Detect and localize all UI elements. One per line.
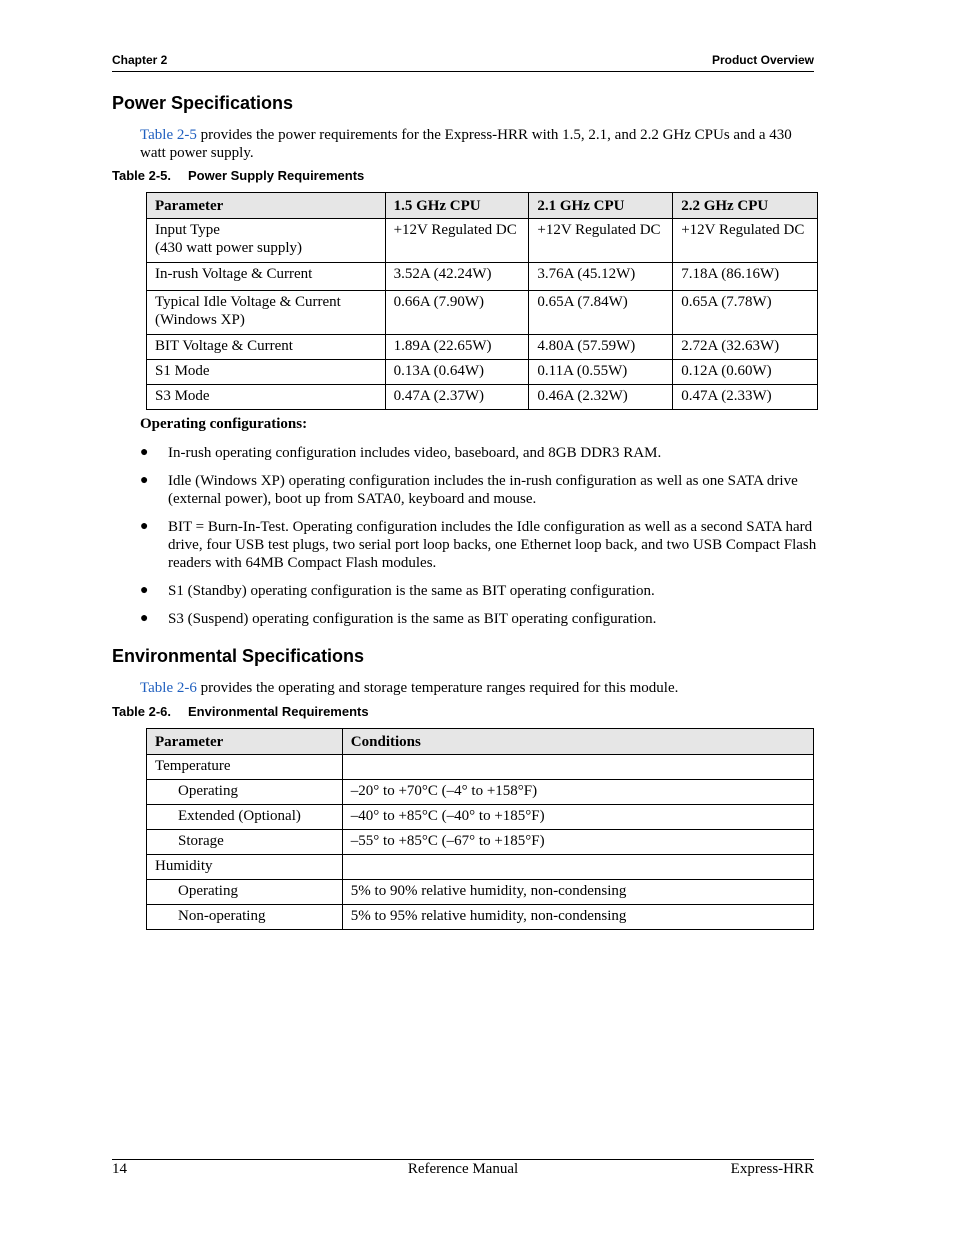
table-cell: 3.76A (45.12W) [529,263,673,291]
table-cell: +12V Regulated DC [673,219,818,263]
table-cell: Extended (Optional) [147,805,343,830]
table-2-5-number: Table 2-5. [112,168,172,183]
table-cell: 0.47A (2.37W) [385,385,529,410]
table-cell: 0.11A (0.55W) [529,360,673,385]
list-item-text: S1 (Standby) operating configuration is the same as BIT operating configuration. [168,583,655,599]
table-row [147,805,814,830]
table-cell: 7.18A (86.16W) [673,263,818,291]
list-item [140,518,820,572]
list-item [140,610,820,628]
column-header: Conditions [342,729,813,755]
table-header-row [147,729,814,755]
table-cell: 0.12A (0.60W) [673,360,818,385]
table-2-6-link[interactable]: Table 2-6 [140,680,197,696]
power-specs-heading: Power Specifications [112,93,294,113]
table-cell: –20° to +70°C (–4° to +158°F) [342,780,813,805]
page-footer [112,1159,814,1177]
table-cell: 5% to 95% relative humidity, non-condensing [342,905,813,930]
table-cell [147,219,386,263]
list-item-text: In-rush operating configuration includes video, baseboard, and 8GB DDR3 RAM. [168,445,662,461]
table-cell: 0.47A (2.33W) [673,385,818,410]
list-item-text: S3 (Suspend) operating configuration is the same as BIT operating configuration. [168,611,657,627]
table-cell: In-rush Voltage & Current [147,263,386,291]
power-intro [140,126,820,162]
table-cell: Humidity [147,855,343,880]
list-item-text: BIT = Burn-In-Test. Operating configuration includes the Idle configuration as well as a second SATA hard drive, four USB test plugs, two serial port loop backs, one Ethernet loop back, and two USB Compact Flash readers with 64MB Compact Flash modules. [168,519,817,571]
table-row [147,385,818,410]
bullet-icon: ● [140,473,149,488]
table-cell: 0.65A (7.84W) [529,291,673,335]
table-row [147,780,814,805]
table-cell: S3 Mode [147,385,386,410]
list-item [140,472,820,508]
table-cell [342,855,813,880]
power-intro-text: provides the power requirements for the Express-HRR with 1.5, 2.1, and 2.2 GHz CPUs and a 430 watt power supply. [140,127,792,161]
table-cell: Storage [147,830,343,855]
table-cell: 0.46A (2.32W) [529,385,673,410]
table-row [147,360,818,385]
operating-configurations-label: Operating configurations: [140,416,308,432]
table-cell: +12V Regulated DC [385,219,529,263]
table-cell: 1.89A (22.65W) [385,335,529,360]
environmental-intro-text: provides the operating and storage temperature ranges required for this module. [196,680,679,696]
cell-subtext: (Windows XP) [155,312,245,328]
bullet-icon: ● [140,583,149,598]
table-header-row [147,193,818,219]
table-cell: Non-operating [147,905,343,930]
bullet-icon: ● [140,445,149,460]
table-cell: BIT Voltage & Current [147,335,386,360]
section-label: Product Overview [711,53,814,67]
table-cell: 5% to 90% relative humidity, non-condensing [342,880,813,905]
list-item [140,444,820,462]
list-item [140,582,820,600]
table-row [147,335,818,360]
column-header: 2.2 GHz CPU [673,193,818,219]
column-header: 2.1 GHz CPU [529,193,673,219]
page-header [112,52,814,72]
table-cell: Temperature [147,755,343,780]
table-cell: 0.65A (7.78W) [673,291,818,335]
table-cell: 0.66A (7.90W) [385,291,529,335]
table-row [147,291,818,335]
document-title: Reference Manual [407,1161,519,1177]
table-cell: Operating [147,780,343,805]
table-2-6-number: Table 2-6. [112,704,172,719]
column-header: Parameter [147,729,343,755]
cell-text: Typical Idle Voltage & Current [155,294,341,310]
table-row [147,755,814,780]
table-row [147,905,814,930]
table-cell: –55° to +85°C (–67° to +185°F) [342,830,813,855]
chapter-label: Chapter 2 [112,53,168,67]
cell-subtext: (430 watt power supply) [155,240,303,256]
list-item-text: Idle (Windows XP) operating configuration includes the in-rush configuration as well as one SATA drive (external power), boot up from SATA0, keyboard and mouse. [168,473,798,507]
table-cell [147,291,386,335]
power-table [146,192,818,410]
environmental-intro [140,679,820,697]
table-row [147,855,814,880]
environmental-table [146,728,814,930]
bullet-icon: ● [140,611,149,626]
table-row [147,263,818,291]
table-cell: Operating [147,880,343,905]
table-cell [342,755,813,780]
table-row [147,880,814,905]
operating-configurations-list [140,444,820,638]
table-2-6-caption [112,704,369,719]
table-cell: 0.13A (0.64W) [385,360,529,385]
table-row [147,830,814,855]
table-cell: 2.72A (32.63W) [673,335,818,360]
column-header: 1.5 GHz CPU [385,193,529,219]
table-2-5-caption [112,168,364,183]
table-2-5-title: Power Supply Requirements [188,168,365,183]
table-cell: 3.52A (42.24W) [385,263,529,291]
environmental-specs-heading: Environmental Specifications [112,646,365,666]
table-cell: 4.80A (57.59W) [529,335,673,360]
table-cell: –40° to +85°C (–40° to +185°F) [342,805,813,830]
table-cell: S1 Mode [147,360,386,385]
table-2-5-link[interactable]: Table 2-5 [140,127,197,143]
page-number: 14 [112,1161,127,1177]
column-header: Parameter [147,193,386,219]
product-name: Express-HRR [730,1161,814,1177]
table-row [147,219,818,263]
table-cell: +12V Regulated DC [529,219,673,263]
cell-text: Input Type [155,222,220,238]
table-2-6-title: Environmental Requirements [188,704,369,719]
bullet-icon: ● [140,519,149,534]
